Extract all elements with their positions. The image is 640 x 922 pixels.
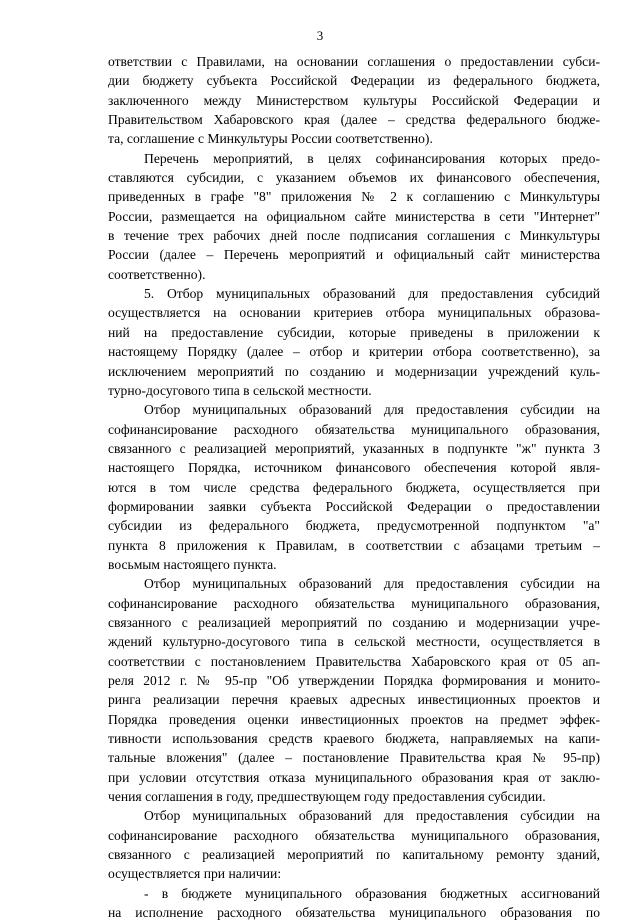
- text-line: заключенного между Министерством культуры Российской Федерации и: [108, 92, 600, 108]
- text-line: - в бюджете муниципального образования бюджетных ассигнований: [144, 885, 600, 901]
- text-line: связанного с реализацией мероприятий, указанных в подпункте "ж" пункта 3: [108, 440, 600, 456]
- text-line: турно-досугового типа в сельской местности.: [108, 382, 372, 398]
- text-line: России, размещается на официальном сайте министерства в сети "Интернет": [108, 208, 600, 224]
- text-line: Отбор муниципальных образований для предоставления субсидии на: [144, 808, 600, 824]
- text-line: пункта 8 приложения к Правилам, в соответствии с абзацами третьим –: [108, 537, 600, 553]
- text-line: Отбор муниципальных образований для предоставления субсидии на: [144, 402, 600, 418]
- text-line: дии бюджету субъекта Российской Федерации из федерального бюджета,: [108, 73, 600, 89]
- text-line: ний на предоставление субсидии, которые приведены в приложении к: [108, 324, 600, 340]
- text-line: осуществляется на основании критериев отбора муниципальных образова-: [108, 305, 600, 321]
- text-line: исключением мероприятий по созданию и модернизации учреждений куль-: [108, 363, 600, 379]
- text-line: тальные вложения" (далее – постановление Правительства края № 95-пр): [108, 750, 600, 766]
- text-line: ответствии с Правилами, на основании соглашения о предоставлении субси-: [108, 54, 600, 69]
- text-line: софинансирование расходного обязательства муниципального образования,: [108, 595, 600, 611]
- text-line: России (далее – Перечень мероприятий и официальный сайт министерства: [108, 247, 600, 263]
- text-line: субсидии из федерального бюджета, предусмотренной подпунктом "а": [108, 518, 600, 534]
- text-line: Отбор муниципальных образований для предоставления субсидии на: [144, 576, 600, 592]
- text-line: та, соглашение с Минкультуры России соответственно).: [108, 131, 433, 147]
- text-line: Правительством Хабаровского края (далее – средства федерального бюдже-: [108, 112, 600, 128]
- text-line: формировании заявки субъекта Российской Федерации о предоставлении: [108, 498, 600, 514]
- text-line: реля 2012 г. № 95-пр "Об утверждении Порядка формирования и монито-: [108, 673, 600, 688]
- text-line: при условии отсутствия отказа муниципального образования края от заклю-: [108, 769, 600, 785]
- text-line: ждений культурно-досугового типа в сельской местности, осуществляется в: [108, 634, 600, 650]
- page-number: 3: [316, 28, 324, 43]
- text-line: настоящему Порядку (далее – отбор и критерии отбора соответственно), за: [108, 344, 600, 360]
- text-line: связанного с реализацией мероприятий по созданию и модернизации учре-: [108, 614, 600, 630]
- text-line: ринга реализации перечня краевых адресных инвестиционных проектов и: [108, 692, 600, 708]
- text-line: осуществляется при наличии:: [108, 866, 282, 882]
- text-line: в течение трех рабочих дней после подписания соглашения с Минкультуры: [108, 228, 600, 244]
- text-line: приведенных в графе "8" приложения № 2 к соглашению с Минкультуры: [108, 189, 600, 205]
- text-line: Перечень мероприятий, в целях софинансирования которых предо-: [144, 150, 600, 166]
- body-text: [108, 52, 600, 922]
- text-line: ставляются субсидии, с указанием объемов их финансового обеспечения,: [108, 170, 600, 186]
- text-line: чения соглашения в году, предшествующем году предоставления субсидии.: [108, 789, 546, 805]
- text-line: Порядка проведения оценки инвестиционных проектов на предмет эффек-: [108, 711, 600, 727]
- text-line: тивности использования средств краевого бюджета, направляемых на капи-: [108, 731, 600, 747]
- text-line: ются в том числе средства федерального бюджета, осуществляется при: [108, 479, 600, 495]
- text-line: настоящего Порядка, источником финансового обеспечения которой явля-: [108, 460, 600, 476]
- text-line: связанного с реализацией мероприятий по капитальному ремонту зданий,: [108, 847, 600, 863]
- text-line: 5. Отбор муниципальных образований для предоставления субсидий: [144, 286, 600, 302]
- text-line: соответствии с постановлением Правительства Хабаровского края от 05 ап-: [108, 653, 600, 669]
- text-line: софинансирование расходного обязательства муниципального образования,: [108, 827, 600, 843]
- text-line: соответственно).: [108, 266, 206, 282]
- text-line: софинансирование расходного обязательства муниципального образования,: [108, 421, 600, 437]
- text-line: восьмым настоящего пункта.: [108, 556, 277, 572]
- text-line: на исполнение расходного обязательства муниципального образования по: [108, 905, 600, 921]
